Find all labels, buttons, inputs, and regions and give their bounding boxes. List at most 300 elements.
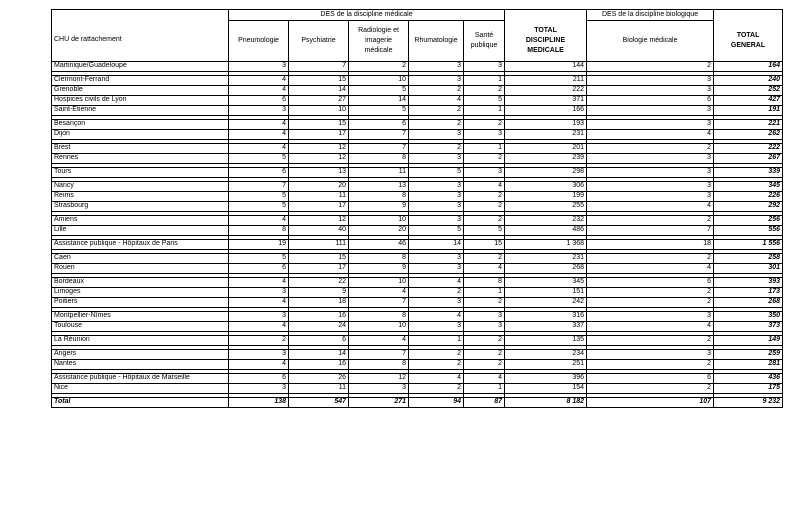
value-cell: 1 — [464, 105, 505, 115]
value-cell: 149 — [714, 335, 783, 345]
value-cell: 7 — [349, 297, 409, 307]
value-cell: 10 — [349, 215, 409, 225]
value-cell: 252 — [714, 85, 783, 95]
header-empty-cell — [52, 10, 229, 21]
value-cell: 345 — [505, 277, 587, 287]
header-pneumo: Pneumologie — [229, 21, 289, 62]
chu-name-cell: Montpellier-Nîmes — [52, 311, 229, 321]
value-cell: 27 — [289, 95, 349, 105]
table-row — [52, 215, 783, 225]
value-cell: 255 — [505, 201, 587, 211]
header-group-bio: DES de la discipline biologique — [587, 10, 714, 21]
chu-name-cell: Total — [52, 397, 229, 407]
header-row-columns — [52, 21, 783, 62]
table-row — [52, 143, 783, 153]
header-psy: Psychiatrie — [289, 21, 349, 62]
value-cell: 6 — [587, 373, 714, 383]
value-cell: 3 — [587, 105, 714, 115]
value-cell: 3 — [587, 181, 714, 191]
header-radio-line1: Radiologie et — [358, 26, 399, 34]
value-cell: 4 — [229, 119, 289, 129]
value-cell: 234 — [505, 349, 587, 359]
value-cell: 151 — [505, 287, 587, 297]
value-cell: 2 — [464, 153, 505, 163]
value-cell: 5 — [409, 225, 464, 235]
chu-name-cell: Saint-Etienne — [52, 105, 229, 115]
value-cell: 5 — [229, 201, 289, 211]
value-cell: 14 — [349, 95, 409, 105]
value-cell: 4 — [464, 373, 505, 383]
chu-name-cell: Assistance publique - Hôpitaux de Marseille — [52, 373, 229, 383]
value-cell: 4 — [464, 181, 505, 191]
value-cell: 138 — [229, 397, 289, 407]
value-cell: 3 — [464, 129, 505, 139]
header-total-gen-line1: TOTAL — [736, 31, 760, 39]
value-cell: 173 — [714, 287, 783, 297]
value-cell: 4 — [229, 75, 289, 85]
value-cell: 427 — [714, 95, 783, 105]
header-radio-line2: imagerie — [365, 36, 392, 44]
value-cell: 14 — [289, 349, 349, 359]
value-cell: 6 — [229, 167, 289, 177]
value-cell: 3 — [409, 297, 464, 307]
value-cell: 11 — [349, 167, 409, 177]
value-cell: 17 — [289, 263, 349, 273]
value-cell: 46 — [349, 239, 409, 249]
value-cell: 2 — [464, 201, 505, 211]
value-cell: 13 — [349, 181, 409, 191]
chu-name-cell: Hospices civils de Lyon — [52, 95, 229, 105]
header-total-med-line1: TOTAL — [534, 26, 557, 34]
value-cell: 10 — [289, 105, 349, 115]
value-cell: 201 — [505, 143, 587, 153]
chu-name-cell: Clermont-Ferrand — [52, 75, 229, 85]
value-cell: 3 — [587, 85, 714, 95]
value-cell: 12 — [289, 215, 349, 225]
value-cell: 6 — [229, 95, 289, 105]
value-cell: 4 — [464, 263, 505, 273]
value-cell: 15 — [289, 253, 349, 263]
value-cell: 17 — [289, 129, 349, 139]
value-cell: 5 — [464, 95, 505, 105]
value-cell: 6 — [587, 277, 714, 287]
header-total-gen-line2: GENERAL — [730, 41, 766, 49]
value-cell: 87 — [464, 397, 505, 407]
value-cell: 7 — [229, 181, 289, 191]
value-cell: 2 — [409, 143, 464, 153]
value-cell: 13 — [289, 167, 349, 177]
value-cell: 4 — [229, 143, 289, 153]
table-row — [52, 297, 783, 307]
value-cell: 10 — [349, 75, 409, 85]
value-cell: 2 — [409, 119, 464, 129]
value-cell: 292 — [714, 201, 783, 211]
value-cell: 3 — [229, 383, 289, 393]
chu-name-cell: Caen — [52, 253, 229, 263]
value-cell: 2 — [587, 215, 714, 225]
value-cell: 5 — [349, 105, 409, 115]
value-cell: 5 — [229, 153, 289, 163]
value-cell: 251 — [505, 359, 587, 369]
value-cell: 15 — [289, 75, 349, 85]
chu-name-cell: Dijon — [52, 129, 229, 139]
value-cell: 8 182 — [505, 397, 587, 407]
table-row — [52, 263, 783, 273]
value-cell: 8 — [349, 253, 409, 263]
value-cell: 259 — [714, 349, 783, 359]
value-cell: 6 — [289, 335, 349, 345]
chu-name-cell: Nancy — [52, 181, 229, 191]
value-cell: 6 — [229, 373, 289, 383]
value-cell: 3 — [409, 129, 464, 139]
value-cell: 4 — [229, 297, 289, 307]
table-row — [52, 181, 783, 191]
value-cell: 2 — [409, 85, 464, 95]
value-cell: 306 — [505, 181, 587, 191]
value-cell: 371 — [505, 95, 587, 105]
value-cell: 4 — [349, 287, 409, 297]
value-cell: 11 — [289, 191, 349, 201]
value-cell: 2 — [587, 61, 714, 71]
chu-name-cell: Rennes — [52, 153, 229, 163]
value-cell: 268 — [505, 263, 587, 273]
value-cell: 3 — [229, 61, 289, 71]
value-cell: 24 — [289, 321, 349, 331]
value-cell: 2 — [409, 359, 464, 369]
value-cell: 2 — [464, 119, 505, 129]
value-cell: 18 — [289, 297, 349, 307]
value-cell: 2 — [587, 359, 714, 369]
value-cell: 231 — [505, 253, 587, 263]
value-cell: 175 — [714, 383, 783, 393]
chu-name-cell: Grenoble — [52, 85, 229, 95]
value-cell: 3 — [464, 167, 505, 177]
value-cell: 22 — [289, 277, 349, 287]
value-cell: 3 — [587, 167, 714, 177]
table-row — [52, 373, 783, 383]
chu-name-cell: Toulouse — [52, 321, 229, 331]
value-cell: 94 — [409, 397, 464, 407]
table-row — [52, 225, 783, 235]
value-cell: 3 — [409, 75, 464, 85]
chu-name-cell: Lille — [52, 225, 229, 235]
chu-name-cell: Rouen — [52, 263, 229, 273]
chu-name-cell: Poitiers — [52, 297, 229, 307]
value-cell: 3 — [409, 253, 464, 263]
value-cell: 9 — [349, 263, 409, 273]
value-cell: 17 — [289, 201, 349, 211]
value-cell: 26 — [289, 373, 349, 383]
value-cell: 242 — [505, 297, 587, 307]
value-cell: 7 — [289, 61, 349, 71]
value-cell: 8 — [349, 311, 409, 321]
value-cell: 3 — [229, 311, 289, 321]
value-cell: 2 — [464, 85, 505, 95]
value-cell: 556 — [714, 225, 783, 235]
chu-name-cell: La Réunion — [52, 335, 229, 345]
chu-name-cell: Nantes — [52, 359, 229, 369]
value-cell: 396 — [505, 373, 587, 383]
value-cell: 298 — [505, 167, 587, 177]
value-cell: 193 — [505, 119, 587, 129]
value-cell: 1 — [464, 287, 505, 297]
value-cell: 2 — [409, 287, 464, 297]
value-cell: 222 — [714, 143, 783, 153]
value-cell: 8 — [349, 359, 409, 369]
value-cell: 3 — [587, 75, 714, 85]
value-cell: 6 — [587, 95, 714, 105]
value-cell: 316 — [505, 311, 587, 321]
chu-name-cell: Reims — [52, 191, 229, 201]
value-cell: 393 — [714, 277, 783, 287]
table-row — [52, 153, 783, 163]
value-cell: 9 — [349, 201, 409, 211]
header-sante-line2: publique — [470, 41, 498, 49]
value-cell: 3 — [587, 119, 714, 129]
header-row-groups — [52, 10, 783, 21]
value-cell: 199 — [505, 191, 587, 201]
value-cell: 3 — [464, 61, 505, 71]
value-cell: 2 — [409, 105, 464, 115]
value-cell: 3 — [409, 201, 464, 211]
value-cell: 258 — [714, 253, 783, 263]
value-cell: 3 — [409, 191, 464, 201]
value-cell: 6 — [229, 263, 289, 273]
value-cell: 4 — [587, 321, 714, 331]
value-cell: 301 — [714, 263, 783, 273]
table-row — [52, 239, 783, 249]
value-cell: 10 — [349, 277, 409, 287]
value-cell: 2 — [587, 287, 714, 297]
value-cell: 221 — [714, 119, 783, 129]
table-row — [52, 277, 783, 287]
value-cell: 1 556 — [714, 239, 783, 249]
value-cell: 107 — [587, 397, 714, 407]
header-rhumato: Rhumatologie — [409, 21, 464, 62]
value-cell: 3 — [229, 287, 289, 297]
table-row — [52, 167, 783, 177]
value-cell: 16 — [289, 359, 349, 369]
value-cell: 20 — [289, 181, 349, 191]
value-cell: 18 — [587, 239, 714, 249]
header-empty-cell — [714, 10, 783, 21]
value-cell: 3 — [464, 321, 505, 331]
header-sante-line1: Santé — [474, 31, 494, 39]
chu-name-cell: Strasbourg — [52, 201, 229, 211]
value-cell: 5 — [409, 167, 464, 177]
value-cell: 2 — [409, 383, 464, 393]
value-cell: 2 — [229, 335, 289, 345]
header-total-med-line3: MEDICALE — [527, 46, 564, 54]
value-cell: 256 — [714, 215, 783, 225]
value-cell: 3 — [464, 311, 505, 321]
value-cell: 4 — [409, 311, 464, 321]
value-cell: 267 — [714, 153, 783, 163]
stats-table — [51, 9, 783, 408]
value-cell: 339 — [714, 167, 783, 177]
table-row — [52, 383, 783, 393]
value-cell: 7 — [349, 129, 409, 139]
table-row — [52, 311, 783, 321]
table-row — [52, 119, 783, 129]
value-cell: 164 — [714, 61, 783, 71]
value-cell: 8 — [349, 191, 409, 201]
header-sante — [464, 21, 505, 62]
value-cell: 16 — [289, 311, 349, 321]
value-cell: 268 — [714, 297, 783, 307]
value-cell: 4 — [349, 335, 409, 345]
value-cell: 3 — [587, 311, 714, 321]
value-cell: 3 — [229, 349, 289, 359]
value-cell: 154 — [505, 383, 587, 393]
value-cell: 4 — [229, 129, 289, 139]
value-cell: 231 — [505, 129, 587, 139]
value-cell: 135 — [505, 335, 587, 345]
header-total-med-line2: DISCIPLINE — [525, 36, 566, 44]
table-row — [52, 105, 783, 115]
value-cell: 10 — [349, 321, 409, 331]
value-cell: 4 — [229, 321, 289, 331]
table-row — [52, 95, 783, 105]
value-cell: 7 — [349, 143, 409, 153]
header-radio-line3: médicale — [364, 46, 393, 54]
table-row — [52, 191, 783, 201]
value-cell: 4 — [229, 85, 289, 95]
chu-name-cell: Limoges — [52, 287, 229, 297]
value-cell: 3 — [409, 181, 464, 191]
value-cell: 11 — [289, 383, 349, 393]
value-cell: 1 — [464, 383, 505, 393]
value-cell: 2 — [587, 297, 714, 307]
value-cell: 7 — [587, 225, 714, 235]
chu-name-cell: Amiens — [52, 215, 229, 225]
value-cell: 2 — [464, 191, 505, 201]
value-cell: 1 — [464, 75, 505, 85]
value-cell: 222 — [505, 85, 587, 95]
value-cell: 281 — [714, 359, 783, 369]
table-row — [52, 335, 783, 345]
header-total-gen — [714, 21, 783, 62]
value-cell: 262 — [714, 129, 783, 139]
value-cell: 14 — [409, 239, 464, 249]
value-cell: 111 — [289, 239, 349, 249]
value-cell: 4 — [587, 129, 714, 139]
value-cell: 2 — [464, 253, 505, 263]
value-cell: 4 — [229, 277, 289, 287]
value-cell: 3 — [229, 105, 289, 115]
value-cell: 15 — [289, 119, 349, 129]
value-cell: 373 — [714, 321, 783, 331]
value-cell: 5 — [229, 253, 289, 263]
table-row — [52, 61, 783, 71]
table-row — [52, 253, 783, 263]
value-cell: 4 — [587, 263, 714, 273]
value-cell: 5 — [229, 191, 289, 201]
total-row — [52, 397, 783, 407]
value-cell: 166 — [505, 105, 587, 115]
table-row — [52, 75, 783, 85]
value-cell: 3 — [349, 383, 409, 393]
value-cell: 337 — [505, 321, 587, 331]
value-cell: 211 — [505, 75, 587, 85]
chu-name-cell: Brest — [52, 143, 229, 153]
value-cell: 2 — [464, 349, 505, 359]
value-cell: 226 — [714, 191, 783, 201]
value-cell: 8 — [349, 153, 409, 163]
value-cell: 3 — [409, 61, 464, 71]
value-cell: 2 — [587, 143, 714, 153]
value-cell: 3 — [587, 349, 714, 359]
value-cell: 4 — [409, 373, 464, 383]
chu-name-cell: Nice — [52, 383, 229, 393]
value-cell: 40 — [289, 225, 349, 235]
header-radio — [349, 21, 409, 62]
value-cell: 2 — [587, 253, 714, 263]
value-cell: 4 — [587, 201, 714, 211]
header-group-medical: DES de la discipline médicale — [229, 10, 505, 21]
value-cell: 2 — [464, 297, 505, 307]
table-row — [52, 321, 783, 331]
value-cell: 5 — [464, 225, 505, 235]
table-row — [52, 201, 783, 211]
value-cell: 8 — [229, 225, 289, 235]
value-cell: 19 — [229, 239, 289, 249]
value-cell: 3 — [409, 321, 464, 331]
value-cell: 345 — [714, 181, 783, 191]
value-cell: 240 — [714, 75, 783, 85]
value-cell: 3 — [587, 153, 714, 163]
header-bio: Biologie médicale — [587, 21, 714, 62]
table-row — [52, 129, 783, 139]
value-cell: 1 — [464, 143, 505, 153]
value-cell: 3 — [409, 263, 464, 273]
value-cell: 2 — [464, 335, 505, 345]
value-cell: 239 — [505, 153, 587, 163]
value-cell: 3 — [409, 153, 464, 163]
value-cell: 8 — [464, 277, 505, 287]
table-row — [52, 287, 783, 297]
value-cell: 20 — [349, 225, 409, 235]
value-cell: 271 — [349, 397, 409, 407]
value-cell: 15 — [464, 239, 505, 249]
value-cell: 547 — [289, 397, 349, 407]
table-row — [52, 85, 783, 95]
value-cell: 6 — [349, 119, 409, 129]
table-body — [52, 61, 783, 407]
value-cell: 2 — [409, 349, 464, 359]
chu-name-cell: Martinique/Guadeloupe — [52, 61, 229, 71]
value-cell: 4 — [409, 95, 464, 105]
value-cell: 3 — [587, 191, 714, 201]
value-cell: 486 — [505, 225, 587, 235]
value-cell: 5 — [349, 85, 409, 95]
chu-name-cell: Besançon — [52, 119, 229, 129]
header-chu: CHU de rattachement — [52, 21, 229, 62]
value-cell: 2 — [349, 61, 409, 71]
value-cell: 1 — [409, 335, 464, 345]
value-cell: 436 — [714, 373, 783, 383]
value-cell: 350 — [714, 311, 783, 321]
value-cell: 14 — [289, 85, 349, 95]
header-total-med — [505, 21, 587, 62]
value-cell: 9 232 — [714, 397, 783, 407]
chu-name-cell: Angers — [52, 349, 229, 359]
value-cell: 2 — [464, 359, 505, 369]
chu-name-cell: Assistance publique - Hôpitaux de Paris — [52, 239, 229, 249]
value-cell: 2 — [464, 215, 505, 225]
value-cell: 7 — [349, 349, 409, 359]
table-row — [52, 359, 783, 369]
